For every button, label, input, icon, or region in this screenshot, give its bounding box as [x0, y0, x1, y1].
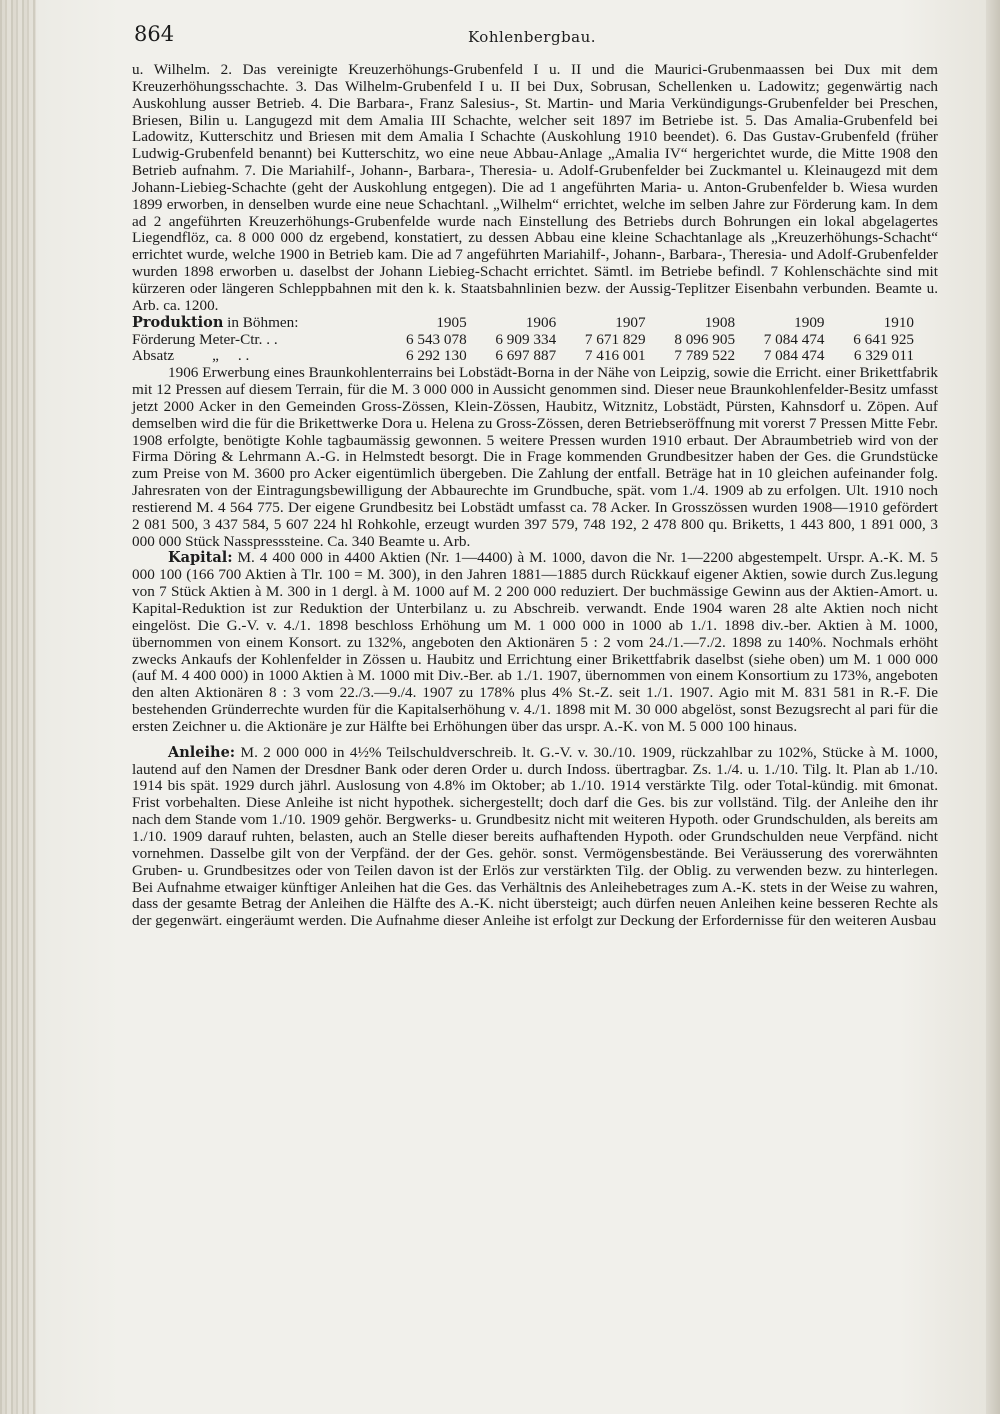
row-label: Absatz „ . .: [132, 347, 250, 365]
page-header: [134, 18, 934, 52]
production-label: Produktion: [132, 313, 224, 331]
running-head: Kohlenbergbau.: [468, 28, 597, 46]
year-cell: 1907: [615, 313, 646, 331]
production-header-row: [132, 315, 914, 332]
paragraph-kapital: [132, 550, 938, 735]
value-cell: 6 292 130: [405, 347, 467, 365]
anleihe-text: M. 2 000 000 in 4½% Teilschuldverschreib. lt. G.-V. v. 30./10. 1909, rückzahlbar zu 102%, Stücke à M. 1000, lautend auf den Namen der Dresdner Bank oder deren Order u. durch Indoss. übertragbar. Zs. 1./4. u. 1./10. Tilg. lt. Plan ab 1./10. 1914 bis spät. 1929 durch jährl. Auslosung von 4.8% im Oktober; ab 1./10. 1914 verstärkte Tilg. oder Total-kündig. mit 6monat. Frist vorbehalten. Diese Anleihe ist nicht hypothek. sichergestellt; doch darf die Ges. bis zur vollständ. Tilg. der Anleihe den ihr nach dem Stande vom 1./10. 1909 gehör. Bergwerks- u. Grundbesitz nicht mit weiteren Hypoth. oder Grundschulden, als bereits am 1./10. 1909 darauf ruhten, belasten, auch an Stelle dieser bereits aufhaftenden Hypoth. oder Grundschulden neue Verpfänd. nicht vornehmen. Dasselbe gilt von der Verpfänd. der der Ges. gehör. sonst. Vermögensbestände. Bei Veräusserung des vorerwähnten Gruben- u. Grundbesitzes oder von Teilen davon ist der Erlös zur verstärkten Tilg. der Oblig. zu verwenden bezw. zu hinterlegen. Bei Aufnahme etwaiger künftiger Anleihen hat die Ges. das Verhältnis des Anleihebetrages zum A.-K. stets in der Weise zu wahren, dass der gesamte Betrag der Anleihen die Hälfte des A.-K. nicht übersteigt; auch dürfen neuen Anleihen keine besseren Rechte als der gegenwärt. eingeräumt werden. Die Aufnahme dieser Anleihe ist erfolgt zur Deckung der Erfordernisse für den weiteren Ausbau: [132, 743, 938, 930]
paragraph-anleihe: [132, 745, 938, 930]
value-cell: 6 329 011: [853, 347, 914, 365]
value-cell: 6 641 925: [853, 330, 914, 348]
year-cell: 1910: [883, 313, 914, 331]
book-binding-edge: [0, 0, 36, 1414]
page-number: 864: [134, 22, 175, 46]
paragraph-lobstaedt: 1906 Erwerbung eines Braunkohlenterrains bei Lobstädt-Borna in der Nähe von Leipzig, sowie die Erricht. einer Brikettfabrik mit 12 Pressen auf diesem Terrain, für die M. 3 000 000 in Aussicht genommen sind. Dieser neue Braunkohlenfelder-Besitz umfasst jetzt 2000 Acker in den Gemeinden Gross-Zössen, Klein-Zössen, Haubitz, Witznitz, Lobstädt, Pürsten, Kahnsdorf u. Zöpen. Auf demselben wird die für die Brikettwerke Dora u. Helena zu Gross-Zössen, deren Betriebseröffnung mit vorerst 7 Pressen Mitte Febr. 1908 erfolgte, benötigte Kohle tagbaumässig gewonnen. 5 weitere Pressen wurden 1910 erbaut. Der Abraumbetrieb wird von der Firma Döring & Lehrmann A.-G. in Helmstedt besorgt. Die in Frage kommenden Grundbesitzer haben der Ges. die Grundstücke zum Preise von M. 3600 pro Acker eigentümlich übergeben. Die Zahlung der entfall. Beträge hat in 10 gleichen aufeinander folg. Jahresraten von der Eintragungsbewilligung der Abbaurechte im Grundbuche, spät. vom 1./4. 1909 ab zu erfolgen. Ult. 1910 noch restierend M. 4 564 775. Der eigene Grundbesitz bei Lobstädt umfasst ca. 78 Acker. In Grosszössen wurden 1908—1910 gefördert 2 081 500, 3 437 584, 5 607 224 hl Rohkohle, erzeugt wurden 397 579, 748 192, 2 478 800 qu. Briketts, 1 443 800, 1 891 000, 3 000 000 Stück Nasspresssteine. Ca. 340 Beamte u. Arb.: [132, 364, 938, 550]
value-cell: 6 909 334: [495, 330, 557, 348]
kapital-label: Kapital:: [168, 549, 233, 567]
page-right-edge: [986, 0, 1000, 1414]
value-cell: 7 084 474: [763, 330, 825, 348]
value-cell: 8 096 905: [674, 330, 736, 348]
row-label: Förderung Meter-Ctr. . .: [132, 330, 278, 348]
value-cell: 7 084 474: [763, 347, 825, 365]
production-label-suffix: in Böhmen:: [227, 313, 299, 331]
production-table: [132, 315, 914, 366]
anleihe-label: Anleihe:: [168, 743, 236, 761]
year-cell: 1905: [436, 313, 467, 331]
production-row-foerderung: [132, 332, 914, 349]
value-cell: 6 697 887: [495, 347, 557, 365]
value-cell: 7 671 829: [584, 330, 646, 348]
production-row-absatz: [132, 348, 914, 365]
paragraph-mines: u. Wilhelm. 2. Das vereinigte Kreuzerhöhungs-Grubenfeld I u. II und die Maurici-Grubenmaassen bei Dux mit dem Kreuzerhöhungsschachte. 3. Das Wilhelm-Grubenfeld I u. II bei Dux, Sobrusan, Schellenken u. Ladowitz; gegenwärtig nach Auskohlung ausser Betrieb. 4. Die Barbara-, Franz Salesius-, St. Martin- und Maria Verkündigungs-Grubenfelder bei Preschen, Briesen, Bilin u. Langugezd mit dem Amalia III Schachte, welcher seit 1897 im Betriebe ist. 5. Das Amalia-Grubenfeld bei Ladowitz, Kutterschitz und Briesen mit dem Amalia I Schachte (Auskohlung 1910 beendet). 6. Das Gustav-Grubenfeld (früher Ludwig-Grubenfeld benannt) bei Kutterschitz, wo eine neue Abbau-Anlage „Amalia IV“ hergerichtet wurde, die Mitte 1908 den Betrieb aufnahm. 7. Die Mariahilf-, Johann-, Barbara-, Theresia- u. Adolf-Grubenfelder bei Zuckmantel u. Kleinaugezd mit dem Johann-Liebieg-Schachte (geht der Auskohlung entgegen). Die ad 1 angeführten Maria- u. Anton-Grubenfelder b. Wiesa wurden 1899 erworben, in denselben wurde eine neue Schachtanl. „Wilhelm“ errichtet, welche im selben Jahre zur Förderung kam. In dem ad 2 angeführten Kreuzerhöhungs-Grubenfelde wurde nach Einstellung des Betriebs durch Bohrungen ein lokal abgelagertes Liegendflöz, ca. 8 000 000 dz ergebend, konstatiert, zu dessen Abbau eine kleine Schachtanlage als „Kreuzerhöhungs-Schacht“ errichtet wurde, welche 1900 in Betrieb kam. Die ad 7 angeführten Mariahilf-, Johann-, Barbara-, Theresia- und Adolf-Grubenfelder wurden 1898 erworben u. daselbst der Johann Liebieg-Schacht errichtet. Sämtl. im Betriebe befindl. 7 Kohlenschächte sind mit kürzeren oder längeren Schleppbahnen mit den k. k. Staatsbahnlinien bezw. der Aussig-Teplitzer Eisenbahn verbunden. Beamte u. Arb. ca. 1200.: [132, 61, 938, 314]
year-cell: 1906: [525, 313, 557, 331]
value-cell: 7 789 522: [674, 347, 736, 365]
value-cell: 7 416 001: [584, 347, 646, 365]
year-cell: 1909: [794, 313, 825, 331]
kapital-text: M. 4 400 000 in 4400 Aktien (Nr. 1—4400) à M. 1000, davon die Nr. 1—2200 abgestempelt. Urspr. A.-K. M. 5 000 100 (166 700 Aktien à Tlr. 100 = M. 300), in den Jahren 1881—1885 durch Rückkauf eigener Aktien, sowie durch Zus.legung von 7 Stück Aktien à M. 300 in 1 dergl. à M. 1000 auf M. 2 200 000 reduziert. Der buchmässige Gewinn aus der Aktien-Amort. u. Kapital-Reduktion ist zur Reduktion der Unterbilanz u. zu Abschreib. verwandt. Ende 1904 waren 28 alte Aktien noch nicht eingelöst. Die G.-V. v. 4./1. 1898 beschloss Erhöhung um M. 1 000 000 in 1000 ab 1./1. 1898 div.-ber. Aktien à M. 1000, übernommen von einem Konsort. zu 132%, angeboten den Aktionären 5 : 2 vom 24./1.—7./2. 1898 zu 140%. Nochmals erhöht zwecks Ankaufs der Kohlenfelder in Zössen u. Haubitz und Errichtung einer Brikettfabrik daselbst (siehe oben) um M. 1 000 000 (auf M. 4 400 000) in 1000 Aktien à M. 1000 mit Div.-Ber. ab 1./1. 1907, übernommen von einem Konsortium zu 173%, angeboten den alten Aktionären 8 : 3 vom 22./3.—9./4. 1907 zu 178% plus 4% St.-Z. seit 1./1. 1907. Agio mit M. 831 581 in R.-F. Die bestehenden Gründerrechte wurden für die Kapitalserhöhung v. 4./1. 1898 mit M. 30 000 abgelöst, sonst Bezugsrecht al pari für die ersten Zeichner u. die Aktionäre je zur Hälfte bei Erhöhungen über das urspr. A.-K. von M. 5 000 100 hinaus.: [132, 549, 938, 735]
page-body: [132, 62, 938, 930]
value-cell: 6 543 078: [405, 330, 467, 348]
year-cell: 1908: [704, 313, 736, 331]
